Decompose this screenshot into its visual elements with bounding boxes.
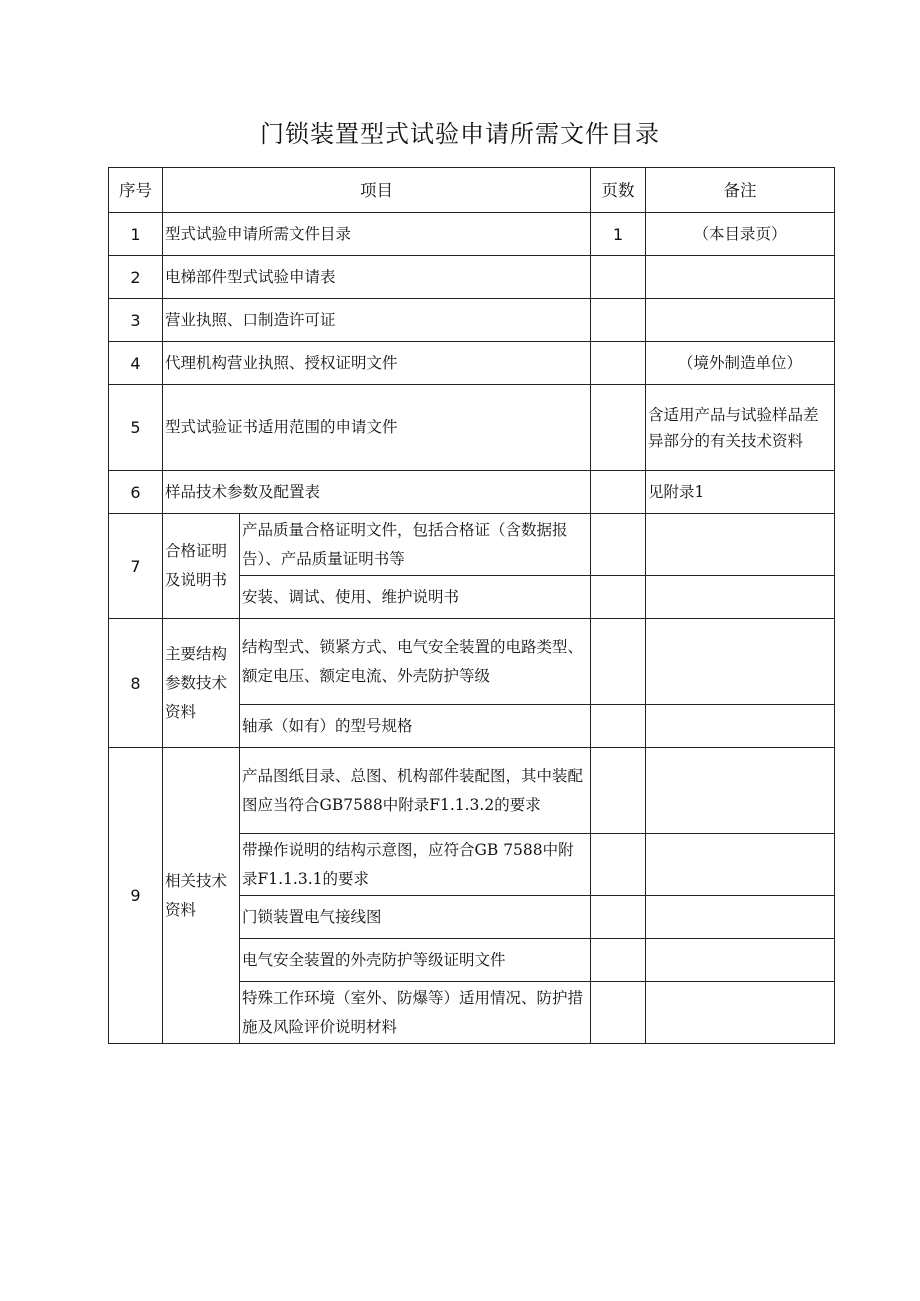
row-pages	[591, 256, 646, 299]
table-row	[109, 385, 835, 471]
row-seq: 3	[109, 299, 163, 342]
row-remarks	[646, 619, 835, 705]
row-remarks	[646, 748, 835, 834]
row-item: 样品技术参数及配置表	[163, 471, 591, 514]
row-remarks: （本目录页）	[646, 213, 835, 256]
row-item: 带操作说明的结构示意图，应符合GB 7588中附录F1.1.3.1的要求	[240, 834, 591, 896]
row-seq: 1	[109, 213, 163, 256]
group-seq: 7	[109, 514, 163, 619]
row-pages	[591, 514, 646, 576]
header-pages: 页数	[591, 168, 646, 213]
row-seq: 4	[109, 342, 163, 385]
row-pages	[591, 471, 646, 514]
row-item: 安装、调试、使用、维护说明书	[240, 576, 591, 619]
row-pages	[591, 834, 646, 896]
row-remarks	[646, 982, 835, 1044]
row-remarks	[646, 705, 835, 748]
table-row	[109, 213, 835, 256]
row-remarks	[646, 834, 835, 896]
row-pages	[591, 299, 646, 342]
row-pages	[591, 982, 646, 1044]
row-remarks: 含适用产品与试验样品差异部分的有关技术资料	[646, 385, 835, 471]
row-item: 代理机构营业执照、授权证明文件	[163, 342, 591, 385]
group-label: 相关技术资料	[163, 748, 240, 1044]
row-remarks	[646, 514, 835, 576]
header-item: 项目	[163, 168, 591, 213]
row-pages	[591, 705, 646, 748]
row-item: 电梯部件型式试验申请表	[163, 256, 591, 299]
row-remarks	[646, 256, 835, 299]
row-item: 门锁装置电气接线图	[240, 896, 591, 939]
table-row	[109, 299, 835, 342]
row-item: 结构型式、锁紧方式、电气安全装置的电路类型、额定电压、额定电流、外壳防护等级	[240, 619, 591, 705]
table-row	[109, 342, 835, 385]
row-pages	[591, 385, 646, 471]
table-header-row	[109, 168, 835, 213]
row-pages	[591, 342, 646, 385]
group-seq: 8	[109, 619, 163, 748]
row-item: 营业执照、口制造许可证	[163, 299, 591, 342]
table-row	[109, 748, 835, 834]
header-seq: 序号	[109, 168, 163, 213]
group-label: 合格证明及说明书	[163, 514, 240, 619]
table-row	[109, 619, 835, 705]
page-title: 门锁装置型式试验申请所需文件目录	[260, 120, 660, 148]
document-table	[108, 167, 835, 1044]
row-pages	[591, 748, 646, 834]
row-pages	[591, 939, 646, 982]
row-remarks	[646, 896, 835, 939]
row-item: 型式试验证书适用范围的申请文件	[163, 385, 591, 471]
row-seq: 5	[109, 385, 163, 471]
row-remarks	[646, 576, 835, 619]
row-seq: 6	[109, 471, 163, 514]
group-seq: 9	[109, 748, 163, 1044]
row-pages: 1	[591, 213, 646, 256]
row-seq: 2	[109, 256, 163, 299]
row-pages	[591, 619, 646, 705]
row-remarks	[646, 939, 835, 982]
row-item: 电气安全装置的外壳防护等级证明文件	[240, 939, 591, 982]
row-item: 型式试验申请所需文件目录	[163, 213, 591, 256]
row-pages	[591, 896, 646, 939]
row-item: 产品质量合格证明文件，包括合格证（含数据报告）、产品质量证明书等	[240, 514, 591, 576]
row-pages	[591, 576, 646, 619]
table-row	[109, 256, 835, 299]
group-label: 主要结构参数技术资料	[163, 619, 240, 748]
table-row	[109, 514, 835, 576]
row-remarks	[646, 299, 835, 342]
row-item: 产品图纸目录、总图、机构部件装配图，其中装配图应当符合GB7588中附录F1.1.3.2的要求	[240, 748, 591, 834]
row-item: 轴承（如有）的型号规格	[240, 705, 591, 748]
row-item: 特殊工作环境（室外、防爆等）适用情况、防护措施及风险评价说明材料	[240, 982, 591, 1044]
header-remarks: 备注	[646, 168, 835, 213]
row-remarks: 见附录1	[646, 471, 835, 514]
row-remarks: （境外制造单位）	[646, 342, 835, 385]
table-row	[109, 471, 835, 514]
